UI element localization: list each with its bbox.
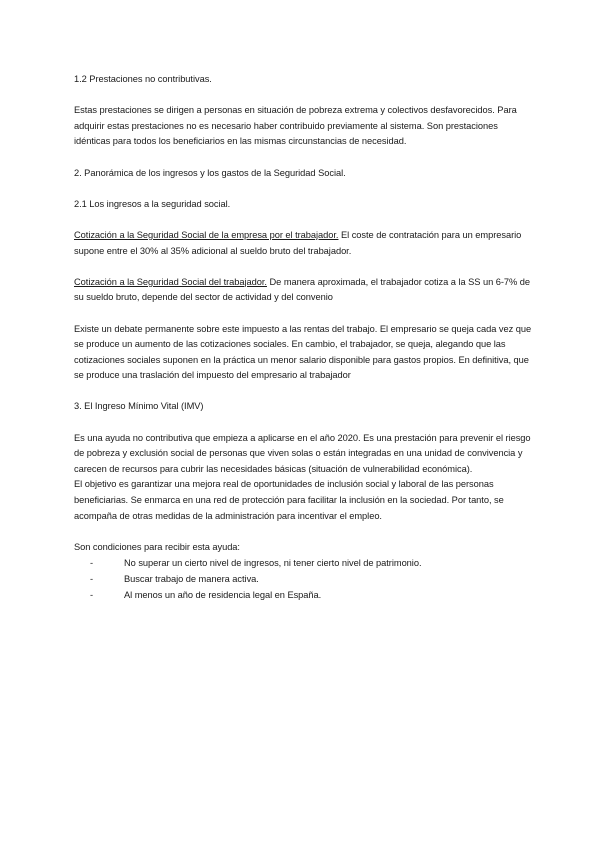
- paragraph-no-contributivas: Estas prestaciones se dirigen a personas en situación de pobreza extrema y colectivos desfavorecidos. Para adquirir estas prestaciones no es necesario haber contribuido previamente al sistema. Son prestaciones idénticas para todos los beneficiarios en las mismas circunstancias de necesidad.: [74, 105, 517, 147]
- list-item-text: Al menos un año de residencia legal en España.: [124, 589, 322, 600]
- list-dash: -: [90, 558, 94, 569]
- heading-1-2: 1.2 Prestaciones no contributivas.: [74, 74, 212, 84]
- conditions-list: [74, 556, 536, 603]
- paragraph-imv-definition: Es una ayuda no contributiva que empieza a aplicarse en el año 2020. Es una prestación para prevenir el riesgo de pobreza y exclusión social de personas que viven solas o están integradas en una unidad de convivencia y carecen de recursos para cubrir las necesidades básicas (situación de vulnerabilidad económica).: [74, 432, 531, 474]
- heading-2: 2. Panorámica de los ingresos y los gastos de la Seguridad Social.: [74, 167, 346, 178]
- list-item-text: Buscar trabajo de manera activa.: [124, 574, 259, 584]
- heading-3: 3. El Ingreso Mínimo Vital (IMV): [74, 401, 204, 412]
- list-item: [90, 572, 536, 588]
- cotizacion-empresa-text: El coste de contratación para un empresario supone entre el 30% al 35% adicional al sueldo bruto del trabajador.: [74, 229, 522, 256]
- cotizacion-empresa-label: Cotización a la Seguridad Social de la empresa por el trabajador.: [74, 229, 339, 240]
- paragraph-debate: Existe un debate permanente sobre este impuesto a las rentas del trabajo. El empresario se queja cada vez que se produce un aumento de las cotizaciones sociales. En cambio, el trabajador, se queja, alegando que las cotizaciones sociales suponen en la práctica un menor salario disponible para gastos propios. En definitiva, que se produce una traslación del impuesto del empresario al trabajador: [74, 323, 532, 381]
- list-item: [90, 588, 536, 604]
- list-dash: -: [90, 574, 94, 584]
- paragraph-cotizacion-trabajador: [74, 275, 536, 306]
- cotizacion-trabajador-label: Cotización a la Seguridad Social del trabajador.: [74, 276, 267, 287]
- cotizacion-trabajador-text: De manera aproximada, el trabajador cotiza a la SS un 6-7% de su sueldo bruto, depende del sector de actividad y del convenio: [74, 276, 531, 303]
- list-dash: -: [90, 589, 94, 600]
- paragraph-cotizacion-empresa: [74, 228, 536, 259]
- paragraph-imv-objective: El objetivo es garantizar una mejora real de oportunidades de inclusión social y laboral de las personas beneficiarias. Se enmarca en una red de protección para facilitar la inclusión en la sociedad. Por tanto, se acompaña de otras medidas de la administración para incentivar el empleo.: [74, 479, 504, 521]
- list-item-text: No superar un cierto nivel de ingresos, ni tener cierto nivel de patrimonio.: [124, 558, 422, 569]
- conditions-intro: Son condiciones para recibir esta ayuda:: [74, 541, 240, 552]
- list-item: [90, 556, 536, 572]
- heading-2-1: 2.1 Los ingresos a la seguridad social.: [74, 198, 231, 209]
- document-body: [74, 72, 536, 603]
